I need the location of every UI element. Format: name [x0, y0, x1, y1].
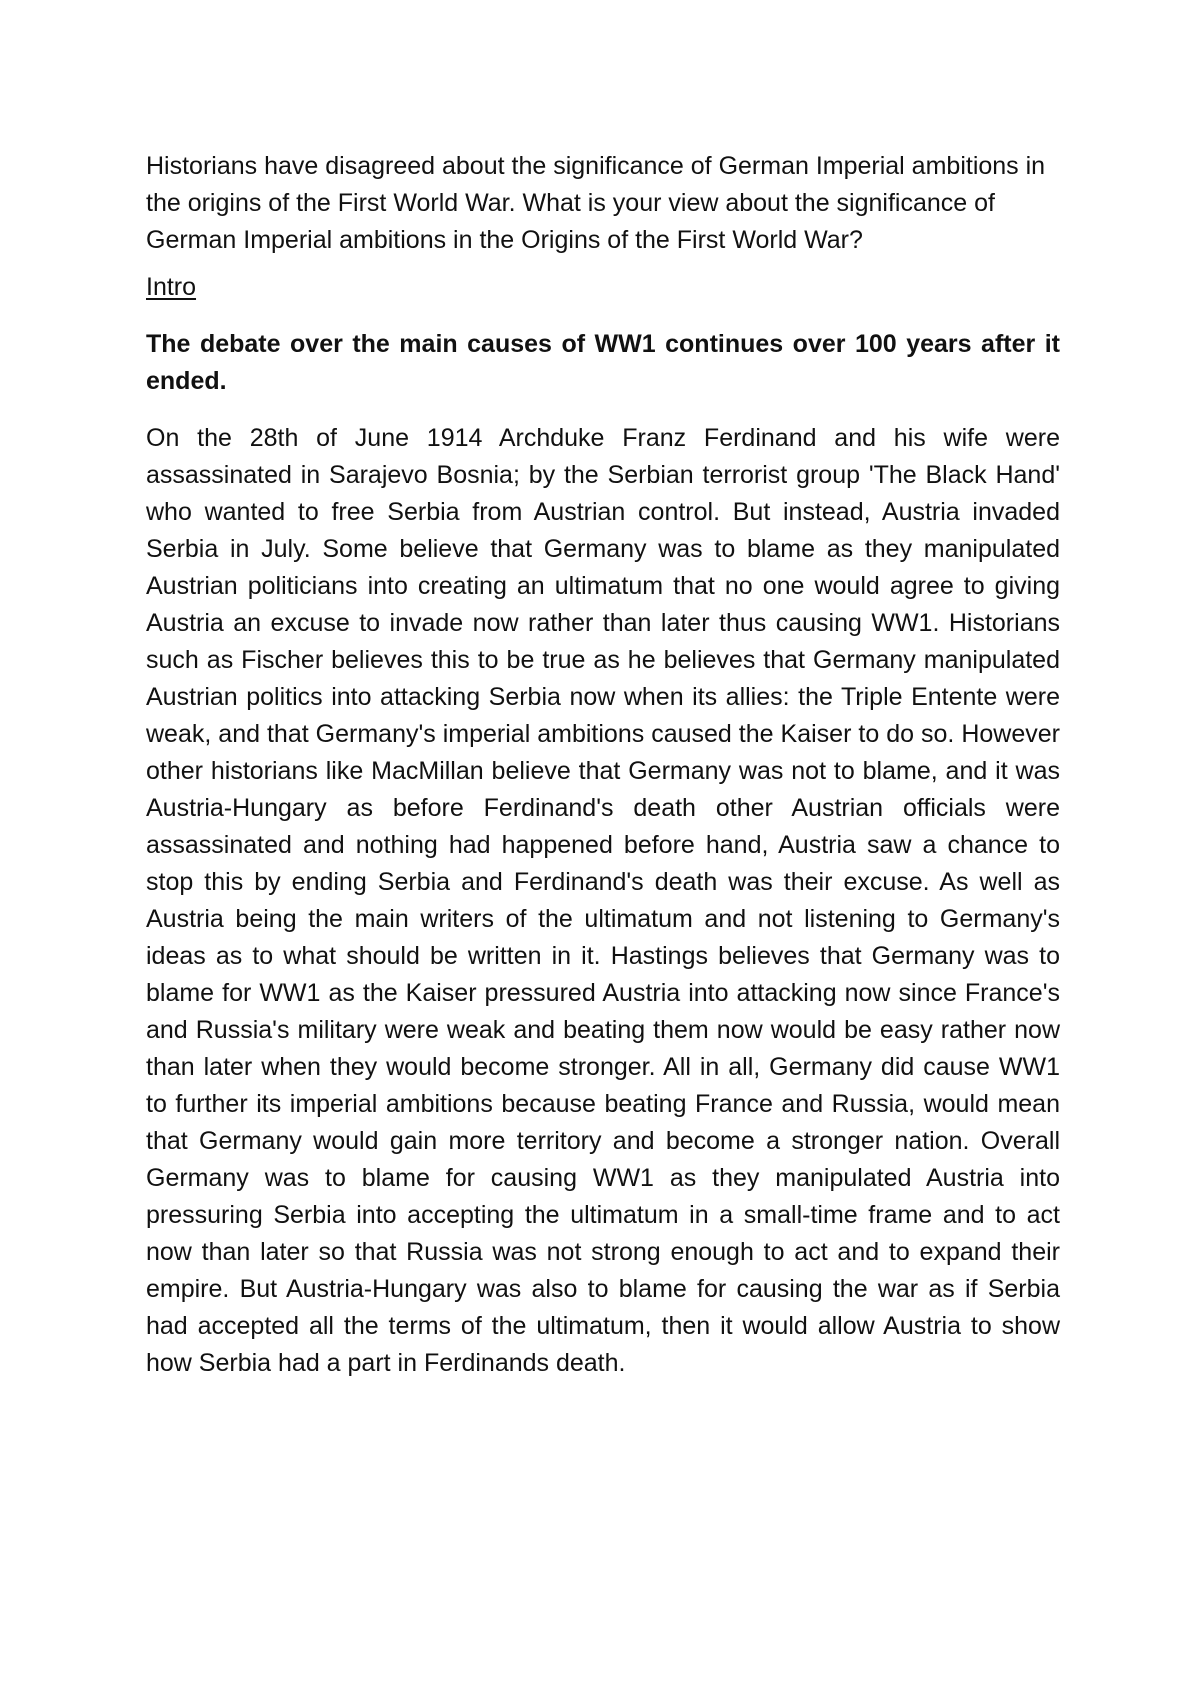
body-paragraph: On the 28th of June 1914 Archduke Franz Ferdinand and his wife were assassinated in Sarajevo Bosnia; by the Serbian terrorist group 'The Black Hand' who wanted to free Serbia from Austrian control. But instead, Austria invaded Serbia in July. Some believe that Germany was to blame as they manipulated Austrian politicians into creating an ultimatum that no one would agree to giving Austria an excuse to invade now rather than later thus causing WW1. Historians such as Fischer believes this to be true as he believes that Germany manipulated Austrian politics into attacking Serbia now when its allies: the Triple Entente were weak, and that Germany's imperial ambitions caused the Kaiser to do so. However other historians like MacMillan believe that Germany was not to blame, and it was Austria-Hungary as before Ferdinand's death other Austrian officials were assassinated and nothing had happened before hand, Austria saw a chance to stop this by ending Serbia and Ferdinand's death was their excuse. As well as Austria being the main writers of the ultimatum and not listening to Germany's ideas as to what should be written in it. Hastings believes that Germany was to blame for WW1 as the Kaiser pressured Austria into attacking now since France's and Russia's military were weak and beating them now would be easy rather now than later when they would become stronger. All in all, Germany did cause WW1 to further its imperial ambitions because beating France and Russia, would mean that Germany would gain more territory and become a stronger nation. Overall Germany was to blame for causing WW1 as they manipulated Austria into pressuring Serbia into accepting the ultimatum in a small-time frame and to act now than later so that Russia was not strong enough to act and to expand their empire. But Austria-Hungary was also to blame for causing the war as if Serbia had accepted all the terms of the ultimatum, then it would allow Austria to show how Serbia had a part in Ferdinands death. — [146, 424, 1060, 1377]
document-page — [146, 148, 1060, 1382]
essay-question: Historians have disagreed about the significance of German Imperial ambitions in the origins of the First World War. What is your view about the significance of German Imperial ambitions in the Origins of the First World War? — [146, 152, 1046, 254]
thesis-statement: The debate over the main causes of WW1 continues over 100 years after it ended. — [146, 330, 1060, 395]
intro-heading: Intro — [146, 273, 197, 301]
